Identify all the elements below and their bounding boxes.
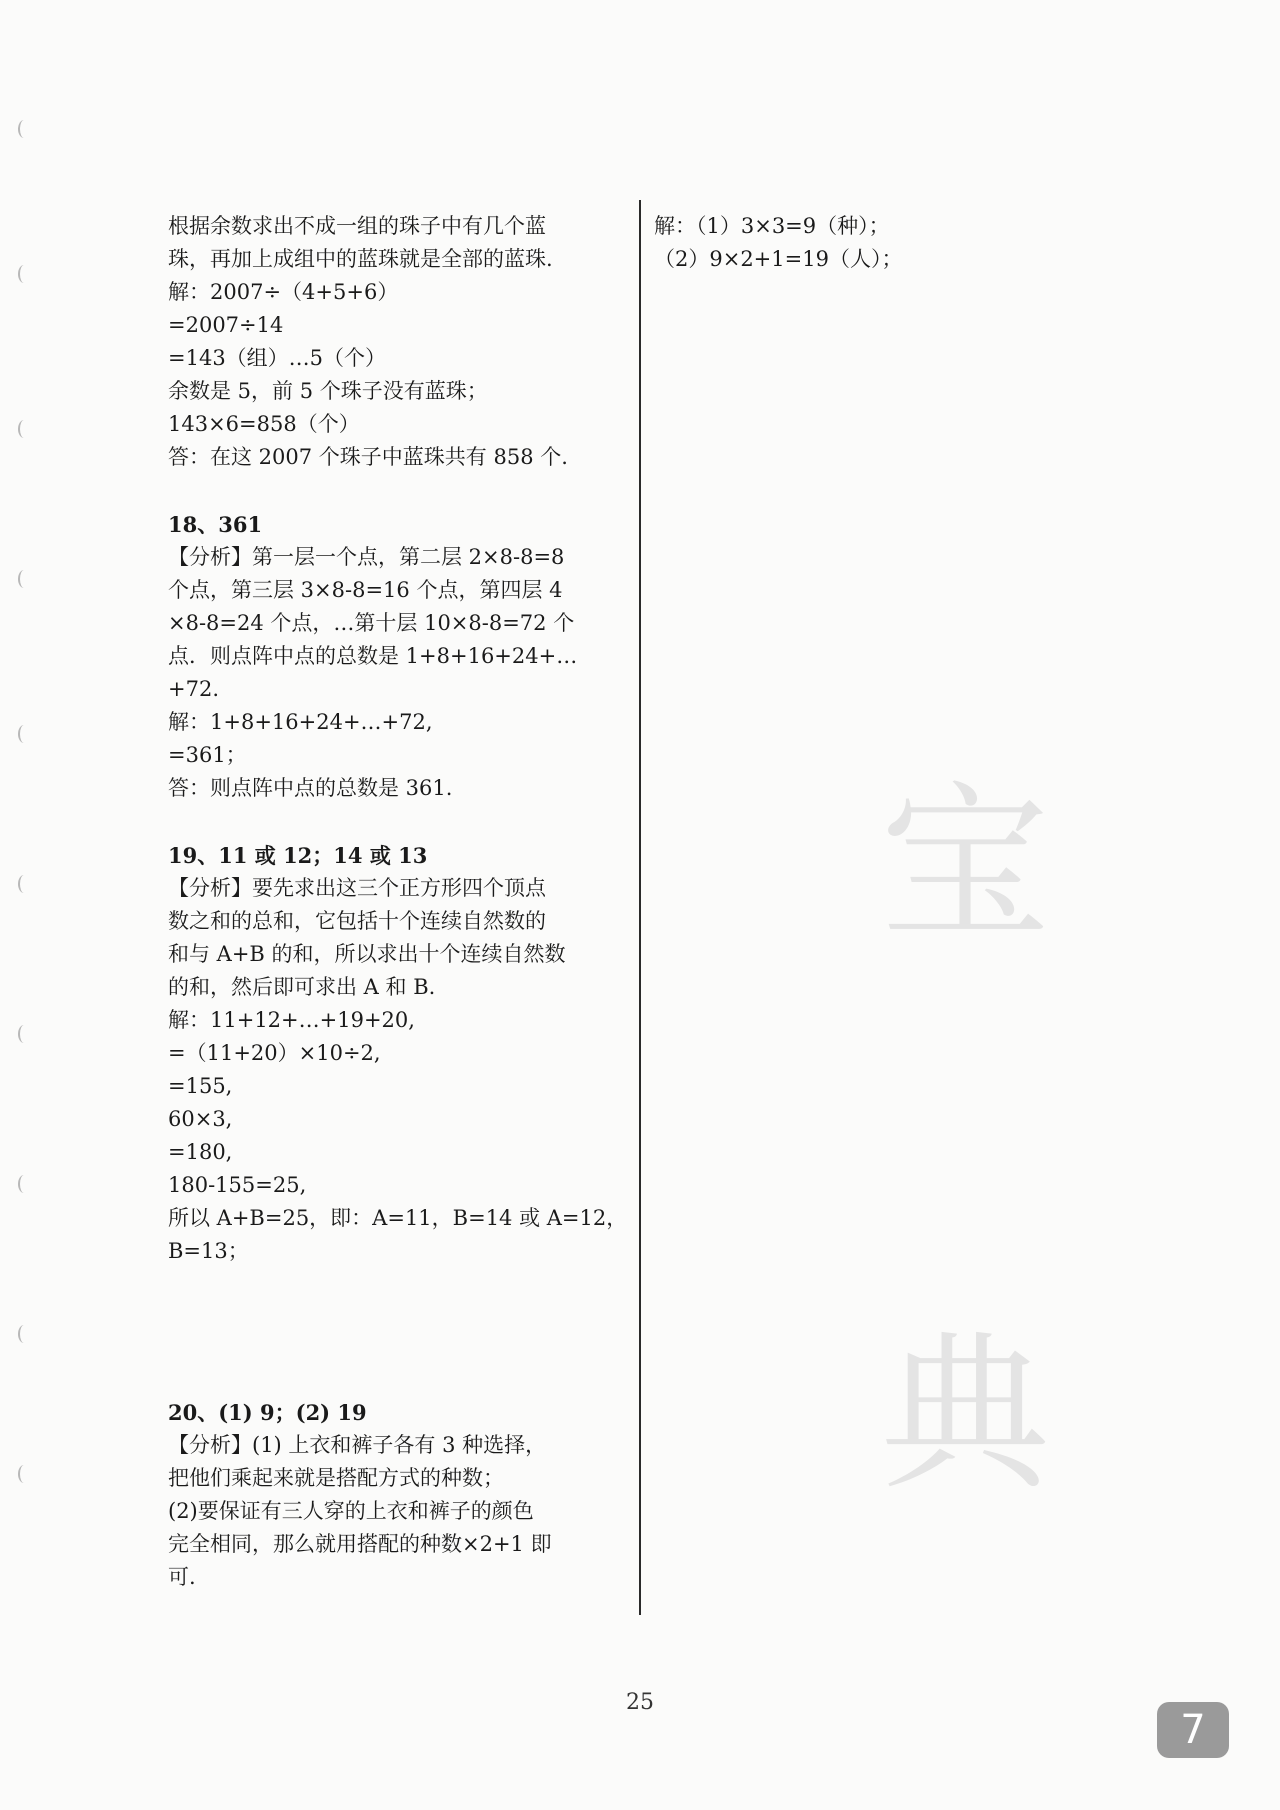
binding-hole-mark [18,570,30,588]
text-line: =2007÷14 [168,313,284,337]
text-line: =361； [168,743,247,767]
text-line: 【分析】要先求出这三个正方形四个顶点 [168,876,546,900]
text-line: (2)要保证有三人穿的上衣和裤子的颜色 [168,1499,534,1523]
text-line: 【分析】第一层一个点，第二层 2×8-8=8 [168,545,565,569]
text-line: 可. [168,1565,196,1589]
text-line: 的和，然后即可求出 A 和 B. [168,975,436,999]
text-line: 点．则点阵中点的总数是 1+8+16+24+… [168,644,578,668]
text-line: 解：（1）3×3=9（种）； [654,214,890,238]
text-line: 答：则点阵中点的总数是 361. [168,776,453,800]
question-heading: 20、(1) 9；(2) 19 [168,1400,367,1425]
text-line: ×8-8=24 个点，…第十层 10×8-8=72 个 [168,611,575,635]
answer-block-19 [168,839,628,1268]
text-line: （2）9×2+1=19（人）； [654,247,903,271]
text-line: 余数是 5，前 5 个珠子没有蓝珠； [168,379,488,403]
answer-block-18 [168,508,623,805]
text-line: 解：1+8+16+24+…+72, [168,710,433,734]
watermark-character: 典 [880,1316,1051,1514]
text-line: 所以 A+B=25，即：A=11，B=14 或 A=12， [168,1206,628,1230]
text-line: +72. [168,677,219,701]
text-line: 180-155=25, [168,1173,307,1197]
page-number: 25 [626,1690,654,1715]
binding-hole-mark [18,265,30,283]
binding-hole-mark [18,1025,30,1043]
question-heading: 18、361 [168,512,263,537]
answer-block-17 [168,210,623,474]
text-line: 答：在这 2007 个珠子中蓝珠共有 858 个. [168,445,568,469]
page-index-badge: 7 [1157,1702,1229,1758]
binding-hole-mark [18,725,30,743]
text-line: 把他们乘起来就是搭配方式的种数； [168,1466,504,1490]
watermark-character: 宝 [880,766,1051,964]
text-line: 143×6=858（个） [168,412,360,436]
text-line: 根据余数求出不成一组的珠子中有几个蓝 [168,214,546,238]
text-line: 珠，再加上成组中的蓝珠就是全部的蓝珠. [168,247,553,271]
text-line: 解：2007÷（4+5+6） [168,280,399,304]
text-line: 60×3, [168,1107,233,1131]
text-line: 数之和的总和，它包括十个连续自然数的 [168,909,546,933]
binding-hole-mark [18,120,30,138]
text-line: B=13； [168,1239,249,1263]
text-line: =143（组）…5（个） [168,346,387,370]
text-line: =155, [168,1074,233,1098]
text-line: 个点，第三层 3×8-8=16 个点，第四层 4 [168,578,563,602]
binding-hole-mark [18,875,30,893]
text-line: 【分析】(1) 上衣和裤子各有 3 种选择， [168,1433,547,1457]
binding-hole-mark [18,420,30,438]
binding-hole-mark [18,1325,30,1343]
binding-hole-mark [18,1175,30,1193]
right-column [654,210,974,276]
text-line: =（11+20）×10÷2, [168,1041,381,1065]
text-line: 解：11+12+…+19+20, [168,1008,415,1032]
answer-block-20 [168,1396,623,1594]
column-divider [639,200,641,1615]
text-line: 完全相同，那么就用搭配的种数×2+1 即 [168,1532,552,1556]
text-line: 和与 A+B 的和，所以求出十个连续自然数 [168,942,566,966]
text-line: =180, [168,1140,233,1164]
question-heading: 19、11 或 12；14 或 13 [168,843,428,868]
left-column [168,210,628,1594]
binding-hole-mark [18,1465,30,1483]
